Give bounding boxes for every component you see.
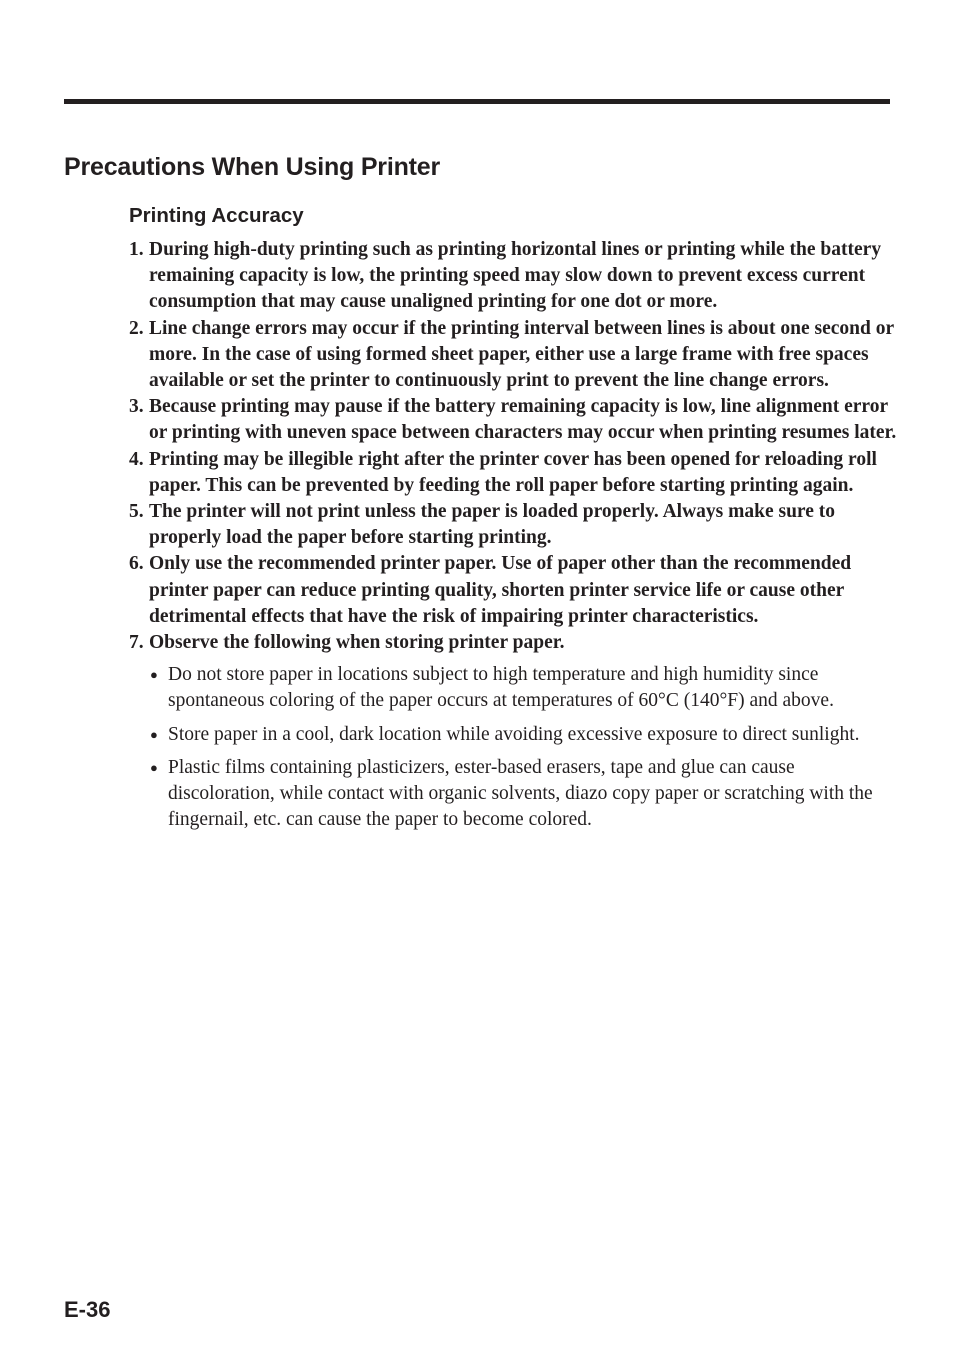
item-text: The printer will not print unless the paper is loaded properly. Always make sure to properly load the paper before starting printing. (149, 501, 835, 549)
item-text: Because printing may pause if the battery remaining capacity is low, line alignment error or printing with uneven space between characters may occur when printing resumes later. (149, 396, 897, 444)
item-text: During high-duty printing such as printing horizontal lines or printing while the battery remaining capacity is low, the printing speed may slow down to prevent excess current consumption that may cause unaligned printing for one dot or more. (149, 239, 882, 313)
item-number: 1. (129, 239, 144, 260)
item-number: 6. (129, 553, 144, 575)
item-text: Printing may be illegible right after the printer cover has been opened for reloading roll paper. This can be prevented by feeding the roll paper before starting printing again. (149, 448, 877, 496)
list-item (129, 394, 899, 446)
bullet-icon: ● (150, 726, 158, 742)
item-number: 3. (129, 396, 144, 418)
item-text: Observe the following when storing printer paper. (149, 632, 565, 654)
bullet-icon: ● (150, 667, 158, 683)
bullet-text: Store paper in a cool, dark location while avoiding excessive exposure to direct sunlight. (168, 723, 860, 745)
item-text: Line change errors may occur if the printing interval between lines is about one second or more. In the case of using formed sheet paper, either use a large frame with free spaces available or set the printer to continuously print to prevent the line change errors. (149, 317, 894, 392)
section-title: Precautions When Using Printer (64, 153, 441, 181)
bullet-item (149, 722, 899, 748)
item-number: 7. (129, 632, 144, 654)
bullet-item (149, 755, 899, 834)
list-item (129, 499, 899, 551)
top-rule (64, 99, 890, 104)
item-text: Only use the recommended printer paper. Use of paper other than the recommended printer paper can reduce printing quality, shorten printer service life or cause other detrimental effects that have the risk of impairing printer characteristics. (149, 553, 852, 627)
precautions-list (129, 237, 899, 840)
list-item (129, 316, 899, 395)
item-number: 2. (129, 317, 144, 339)
bullet-item (149, 662, 899, 714)
bullet-text: Do not store paper in locations subject to high temperature and high humidity since spontaneous coloring of the paper occurs at temperatures of 60°C (140°F) and above. (168, 664, 834, 712)
list-item (129, 447, 899, 499)
bullet-text: Plastic films containing plasticizers, ester-based erasers, tape and glue can cause discoloration, while contact with organic solvents, diazo copy paper or scratching with the fingernail, etc. can cause the paper to become colored. (168, 756, 873, 831)
list-item (129, 551, 899, 630)
subsection-title: Printing Accuracy (129, 204, 304, 227)
bullet-icon: ● (150, 759, 158, 775)
list-item (129, 630, 899, 833)
storage-bullet-list (149, 662, 899, 833)
page-number: E-36 (64, 1297, 111, 1322)
item-number: 5. (129, 501, 144, 523)
list-item (129, 237, 899, 316)
item-number: 4. (129, 448, 144, 470)
